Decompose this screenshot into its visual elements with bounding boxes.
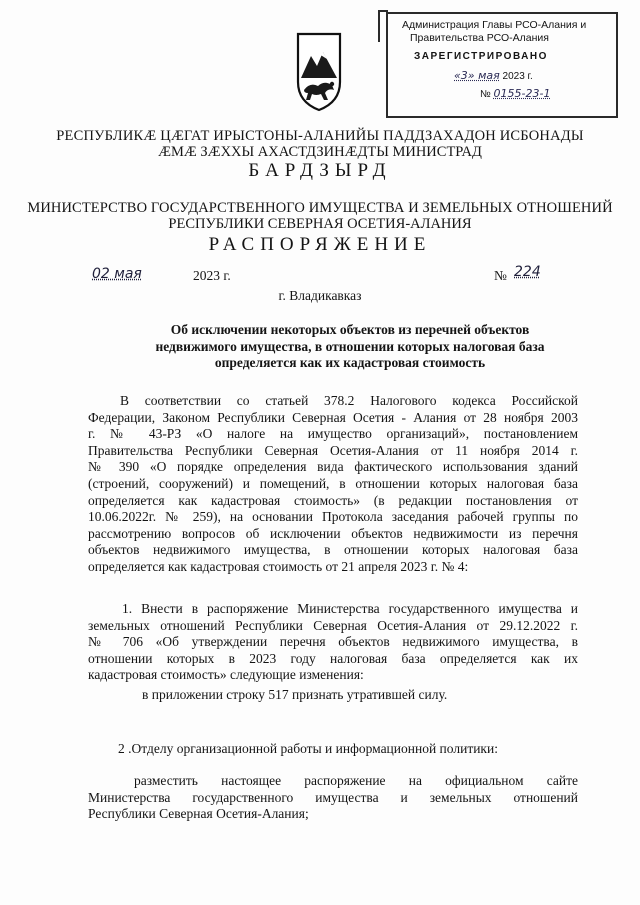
item-1-line: 1. Внести в распоряжение Министерства государственного имущества и (122, 601, 578, 616)
item-2-line: 2 .Отделу организационной работы и информационной политики: (118, 741, 498, 756)
registration-stamp (386, 12, 618, 118)
preamble-line: определяется как кадастровая стоимость» (в редакции постановления от (88, 492, 578, 508)
header-ministry-line1: МИНИСТЕРСТВО ГОСУДАРСТВЕННОГО ИМУЩЕСТВА И ЗЕМЕЛЬНЫХ ОТНОШЕНИЙ (27, 200, 613, 216)
preamble-line: г. № 43-РЗ «О налоге на имущество организаций», постановлением (88, 426, 578, 442)
preamble-line: В соответствии со статьей 378.2 Налогового кодекса Российской (120, 393, 578, 408)
header-ossetian-doc-type: БАРДЗЫРД (248, 160, 392, 181)
preamble-line: Правительства Республики Северная Осетия-Алания от 11 ноября 2014 г. (88, 442, 578, 458)
order-date-handwritten: 02 мая (92, 266, 142, 282)
item-2-sub-paragraph (88, 773, 578, 823)
preamble-line: объектов недвижимого имущества, в отношении которых налоговая база (88, 542, 578, 558)
stamp-date-year: 2023 г. (502, 71, 533, 82)
order-date-year: 2023 г. (193, 268, 231, 283)
stamp-org-line2: Правительства РСО-Алания (410, 32, 549, 44)
stamp-org-line1: Администрация Главы РСО-Алания и (402, 19, 587, 31)
header-doc-type: РАСПОРЯЖЕНИЕ (208, 234, 432, 255)
item-1-sub-paragraph (88, 687, 578, 704)
item-2-sub-line: Министерства государственного имущества и земельных отношений (88, 789, 578, 805)
order-number-handwritten: 224 (514, 264, 541, 280)
item-1-sub-line: в приложении строку 517 признать утратившей силу. (142, 687, 448, 702)
item-1-line: земельных отношений Республики Северная Осетия-Алания от 29.12.2022 г. (88, 617, 578, 633)
preamble-line: 10.06.2022г. № 259), на основании Протокола заседания рабочей группы по (88, 509, 578, 525)
stamp-corner-mark (378, 10, 388, 42)
stamp-date (396, 69, 610, 83)
coat-of-arms-icon (292, 30, 346, 114)
stamp-registered-label: ЗАРЕГИСТРИРОВАНО (414, 51, 548, 62)
preamble-paragraph (88, 393, 578, 576)
item-2-paragraph (88, 741, 578, 758)
preamble-line: № 390 «О порядке определения вида фактического использования зданий (88, 459, 578, 475)
stamp-number-handwritten: 0155-23-1 (493, 87, 551, 100)
order-title-line1: Об исключении некоторых объектов из перечней объектов (170, 322, 530, 337)
item-1-line: кадастровая стоимость» следующие изменения: (88, 667, 364, 683)
header-ossetian-line2: ӔМӔ ЗӔХХЫ АХАСТДЗИНӔДТЫ МИНИСТРАД (158, 144, 482, 160)
preamble-line: определяется как кадастровая стоимость от 21 апреля 2023 г. № 4: (88, 558, 469, 574)
preamble-line: Федерации, Законом Республики Северная Осетия - Алания от 28 ноября 2003 (88, 409, 578, 425)
stamp-number (396, 87, 610, 101)
preamble-line: (строений, сооружений) и помещений, в отношении которых налоговая база (88, 475, 578, 491)
header-ministry-line2: РЕСПУБЛИКИ СЕВЕРНАЯ ОСЕТИЯ-АЛАНИЯ (168, 216, 472, 232)
item-1-paragraph (88, 601, 578, 684)
header-ossetian-line1: РЕСПУБЛИКӔ ЦӔГАТ ИРЫСТОНЫ-АЛАНИЙЫ ПАДДЗАХАДОН ИСБОНАДЫ (56, 128, 584, 144)
item-1-line: отношении которых в 2023 году налоговая база определяется как их (88, 650, 578, 666)
order-title-line3: определяется как их кадастровая стоимость (214, 355, 486, 370)
order-city: г. Владикавказ (278, 288, 362, 303)
preamble-line: рассмотрению вопросов об исключении объектов недвижимости из перечня (88, 525, 578, 541)
order-number-label: № (494, 268, 507, 283)
order-title-line2: недвижимого имущества, в отношении которых налоговая база (155, 338, 545, 354)
item-1-line: № 706 «Об утверждении перечня объектов недвижимого имущества, в (88, 634, 578, 650)
stamp-date-handwritten: «3» мая (454, 69, 500, 82)
item-2-sub-line: разместить настоящее распоряжение на официальном сайте (134, 773, 578, 788)
order-title (120, 322, 580, 372)
item-2-sub-line: Республики Северная Осетия-Алания; (88, 806, 309, 822)
stamp-number-label: № (480, 89, 491, 100)
